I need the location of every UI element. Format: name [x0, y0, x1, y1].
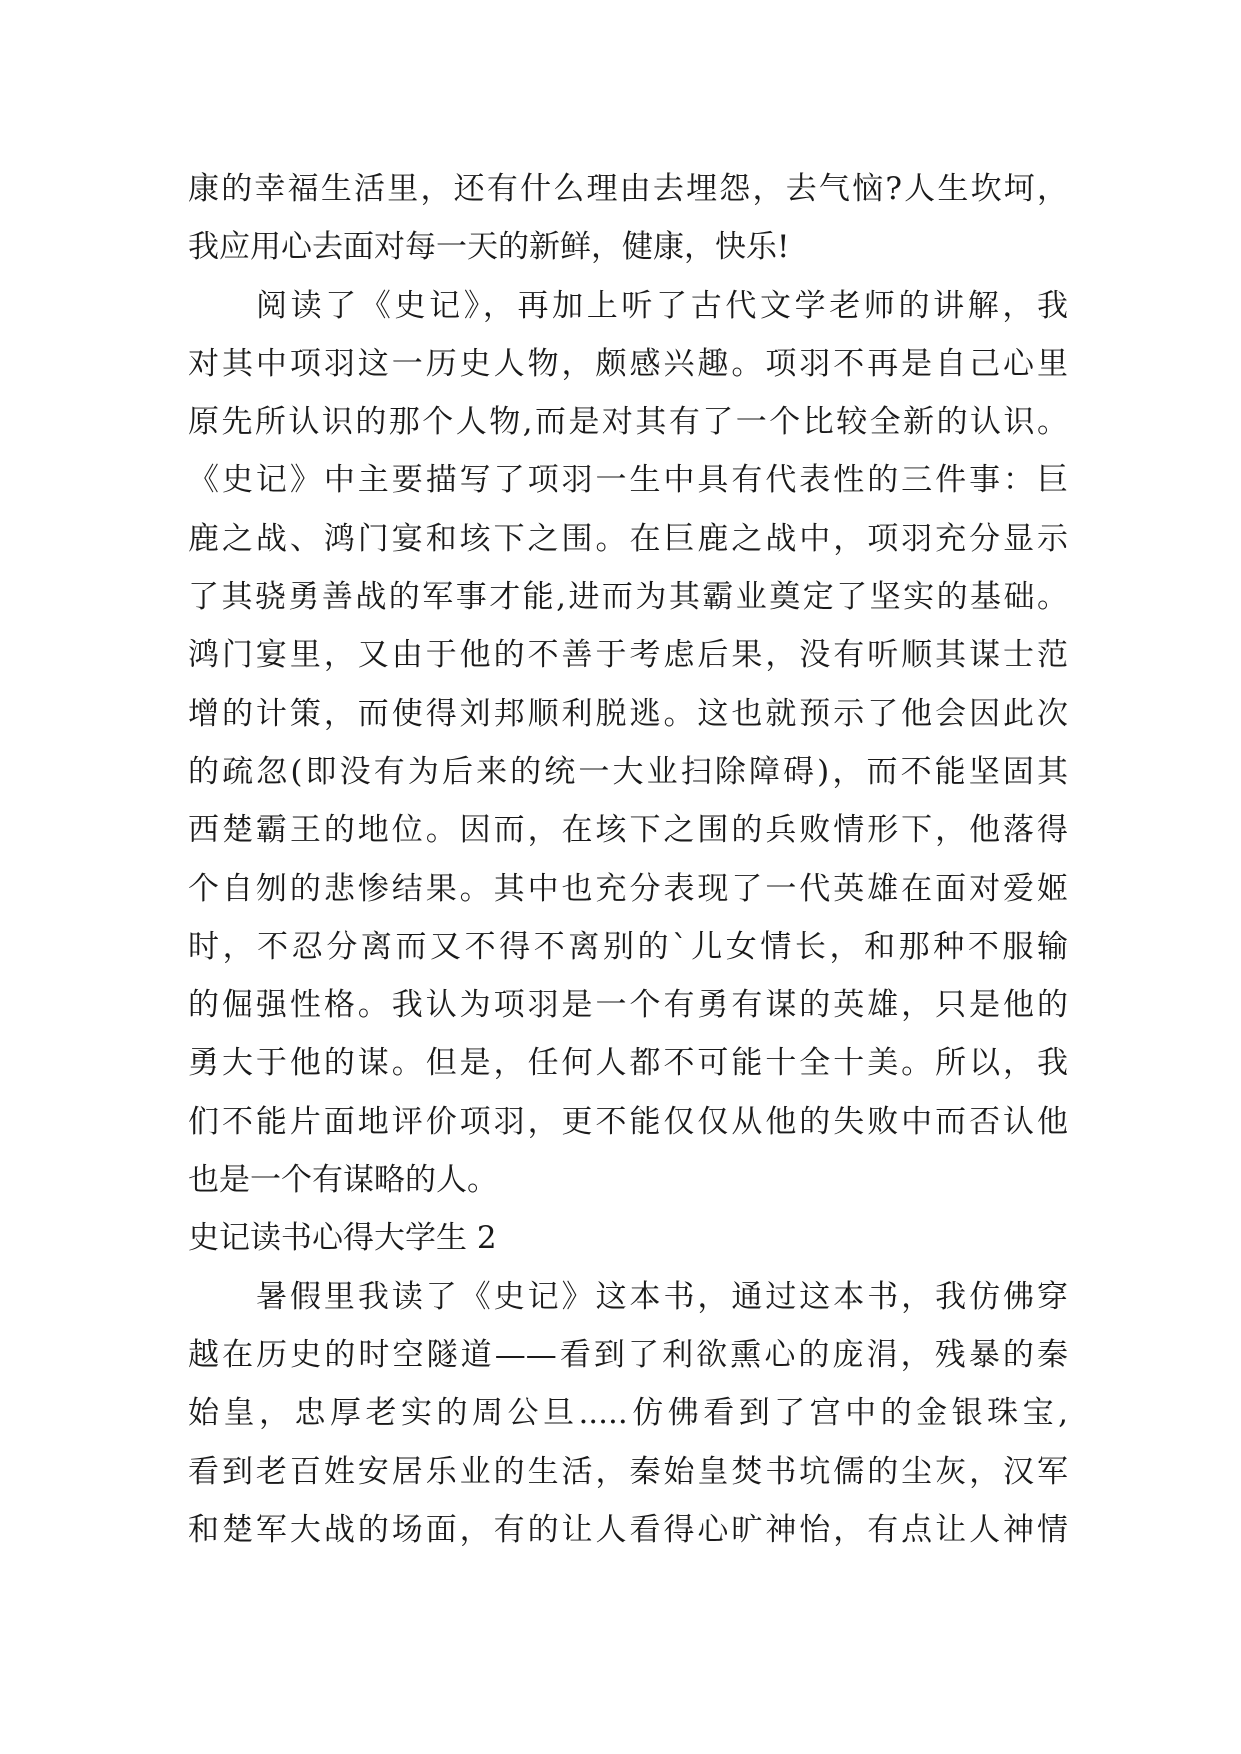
text-line: 鹿之战、鸿门宴和垓下之围。在巨鹿之战中，项羽充分显示 — [188, 520, 1068, 557]
body-text — [188, 160, 1068, 1559]
text-line: 史记读书心得大学生 2 — [188, 1220, 497, 1257]
text-line: 暑假里我读了《史记》这本书，通过这本书，我仿佛穿 — [256, 1278, 1068, 1315]
text-line: 的倔强性格。我认为项羽是一个有勇有谋的英雄，只是他的 — [188, 987, 1068, 1024]
text-line: 的疏忽(即没有为后来的统一大业扫除障碍)，而不能坚固其 — [188, 753, 1068, 790]
text-line: 原先所认识的那个人物,而是对其有了一个比较全新的认识。 — [188, 404, 1068, 441]
text-line: 了其骁勇善战的军事才能,进而为其霸业奠定了坚实的基础。 — [188, 579, 1068, 616]
text-line: 个自刎的悲惨结果。其中也充分表现了一代英雄在面对爱姬 — [188, 870, 1068, 907]
text-line: 也是一个有谋略的人。 — [188, 1162, 498, 1199]
text-line: 对其中项羽这一历史人物，颇感兴趣。项羽不再是自己心里 — [188, 345, 1068, 382]
text-line: 看到老百姓安居乐业的生活，秦始皇焚书坑儒的尘灰，汉军 — [188, 1453, 1068, 1490]
text-line: 《史记》中主要描写了项羽一生中具有代表性的三件事：巨 — [188, 462, 1068, 499]
text-line: 阅读了《史记》，再加上听了古代文学老师的讲解，我 — [256, 287, 1068, 324]
text-line: 时，不忍分离而又不得不离别的`儿女情长，和那种不服输 — [188, 928, 1068, 965]
text-line: 勇大于他的谋。但是，任何人都不可能十全十美。所以，我 — [188, 1045, 1068, 1082]
text-line: 西楚霸王的地位。因而，在垓下之围的兵败情形下，他落得 — [188, 812, 1068, 849]
text-line: 鸿门宴里，又由于他的不善于考虑后果，没有听顺其谋士范 — [188, 637, 1068, 674]
text-line: 我应用心去面对每一天的新鲜，健康，快乐! — [188, 229, 790, 266]
text-line: 和楚军大战的场面，有的让人看得心旷神怡，有点让人神情 — [188, 1511, 1068, 1548]
text-line: 康的幸福生活里，还有什么理由去埋怨，去气恼?人生坎坷， — [188, 171, 1068, 207]
text-line: 们不能片面地评价项羽，更不能仅仅从他的失败中而否认他 — [188, 1103, 1068, 1140]
text-line: 始皇，忠厚老实的周公旦.....仿佛看到了宫中的金银珠宝, — [188, 1395, 1068, 1432]
text-line: 越在历史的时空隧道——看到了利欲熏心的庞涓，残暴的秦 — [188, 1336, 1068, 1373]
text-line: 增的计策，而使得刘邦顺利脱逃。这也就预示了他会因此次 — [188, 695, 1068, 732]
